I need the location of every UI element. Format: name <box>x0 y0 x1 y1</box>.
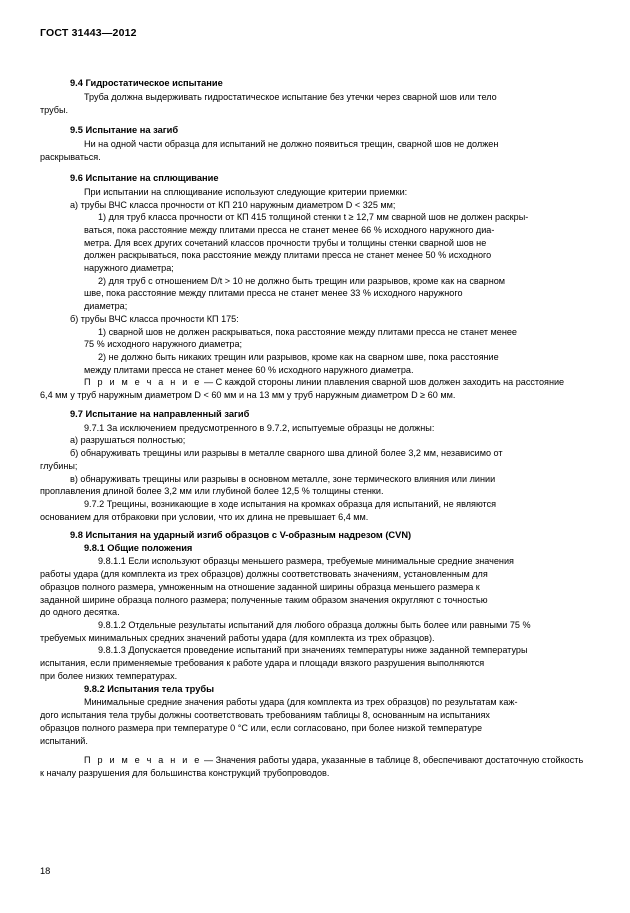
paragraph: а) трубы ВЧС класса прочности от КП 210 наружным диаметром D < 325 мм; <box>70 199 396 210</box>
paragraph: основанием для отбраковки при условии, что их длина не превышает 6,4 мм. <box>40 511 369 522</box>
paragraph: 9.7.1 За исключением предусмотренного в 9.7.2, испытуемые образцы не должны: <box>84 422 435 433</box>
paragraph: заданной ширине образца полного размера; полученные таким образом значения округляют с точностью <box>40 594 488 605</box>
paragraph: образцов полного размера, умноженным на отношение заданной ширины образца меньшего размера к <box>40 581 480 592</box>
paragraph: Минимальные средние значения работы удара (для комплекта из трех образцов) по результатам каж- <box>84 697 518 708</box>
section-heading-9-4: 9.4 Гидростатическое испытание <box>70 78 223 88</box>
paragraph: испытания, если применяемые требования к работе удара и площади вязкого разрушения выполняются <box>40 658 485 669</box>
paragraph: шве, пока расстояние между плитами пресса не станет менее 33 % исходного наружного <box>84 288 463 299</box>
paragraph: 9.8.1.2 Отдельные результаты испытаний для любого образца должны быть более или равными 75 % <box>98 619 531 630</box>
note-continuation: к началу разрушения для большинства конструкций трубопроводов. <box>40 767 330 778</box>
paragraph: Труба должна выдерживать гидростатическое испытание без утечки через сварной шов или тело <box>84 92 497 102</box>
paragraph: диаметра; <box>84 301 128 312</box>
page-header: ГОСТ 31443—2012 <box>40 27 137 39</box>
paragraph: 75 % исходного наружного диаметра; <box>84 339 243 350</box>
paragraph: образцов полного размера при температуре 0 °С или, если согласовано, при более низкой температуре <box>40 722 483 733</box>
paragraph: 9.8.1.1 Если используют образцы меньшего размера, требуемые минимальные средние значения <box>98 556 514 567</box>
paragraph: работы удара (для комплекта из трех образцов) должны соответствовать значениям, установленным для <box>40 569 488 580</box>
paragraph: до одного десятка. <box>40 607 120 618</box>
paragraph: между плитами пресса не станет менее 60 % исходного наружного диаметра. <box>84 364 414 375</box>
note-continuation: 6,4 мм у труб наружным диаметром D < 60 мм и на 13 мм у труб наружным диаметром D ≥ 60 мм. <box>40 390 456 401</box>
paragraph: б) трубы ВЧС класса прочности КП 175: <box>70 313 239 324</box>
paragraph: трубы. <box>40 104 69 115</box>
section-heading-9-8: 9.8 Испытания на ударный изгиб образцов с V-образным надрезом (CVN) <box>70 530 412 541</box>
paragraph: при более низких температурах. <box>40 670 178 681</box>
paragraph: Ни на одной части образца для испытаний не должно появиться трещин, сварной шов не должен <box>84 139 499 150</box>
section-heading-9-6: 9.6 Испытание на сплющивание <box>70 172 219 183</box>
paragraph: должен раскрываться, пока расстояние между плитами пресса не станет менее 50 % исходного <box>84 250 492 261</box>
paragraph: глубины; <box>40 460 78 471</box>
note-9-8-2 <box>40 754 592 767</box>
paragraph: проплавления длиной более 3,2 мм или глубиной более 12,5 % толщины стенки. <box>40 486 384 497</box>
page-number: 18 <box>40 866 51 876</box>
paragraph: наружного диаметра; <box>84 263 174 274</box>
paragraph: 9.7.2 Трещины, возникающие в ходе испытания на кромках образца для испытаний, не являются <box>84 498 497 509</box>
paragraph: а) разрушаться полностью; <box>70 435 186 446</box>
note-label: П р и м е ч а н и е <box>84 755 202 766</box>
subsection-heading-9-8-1: 9.8.1 Общие положения <box>84 543 193 554</box>
paragraph: в) обнаруживать трещины или разрывы в основном металле, зоне термического влияния или линии <box>70 473 496 484</box>
note-text: — С каждой стороны линии плавления сварной шов должен заходить на расстояние <box>201 377 565 388</box>
note-text: — Значения работы удара, указанные в таблице 8, обеспечивают достаточную стойкость <box>201 755 584 766</box>
paragraph: метра. Для всех других сочетаний классов прочности трубы и толщины стенки сварной шов не <box>84 237 487 248</box>
paragraph: требуемых минимальных средних значений работы удара (для комплекта из трех образцов). <box>40 632 435 643</box>
paragraph: 1) для труб класса прочности от КП 415 толщиной стенки t ≥ 12,7 мм сварной шов не должен раскры- <box>98 212 529 223</box>
paragraph: 9.8.1.3 Допускается проведение испытаний при значениях температуры ниже заданной температуры <box>98 645 528 656</box>
paragraph: раскрываться. <box>40 152 101 163</box>
paragraph: 2) не должно быть никаких трещин или разрывов, кроме как на сварном шве, пока расстояние <box>98 351 499 362</box>
note-label: П р и м е ч а н и е <box>84 377 202 388</box>
paragraph: ваться, пока расстояние между плитами пресса не станет менее 66 % исходного наружного диа- <box>84 224 495 235</box>
section-heading-9-5: 9.5 Испытание на загиб <box>70 125 179 136</box>
paragraph: При испытании на сплющивание используют следующие критерии приемки: <box>84 186 408 197</box>
paragraph: дого испытания тела трубы должны соответствовать требованиям таблицы 8, основанным на испытаниях <box>40 710 490 721</box>
note-9-6 <box>40 376 592 389</box>
section-heading-9-7: 9.7 Испытание на направленный загиб <box>70 408 250 419</box>
paragraph: б) обнаруживать трещины или разрывы в металле сварного шва длиной более 3,2 мм, независимо от <box>70 448 503 459</box>
paragraph: 2) для труб с отношением D/t > 10 не должно быть трещин или разрывов, кроме как на сварном <box>98 275 506 286</box>
document-body <box>40 78 592 780</box>
paragraph: испытаний. <box>40 735 88 746</box>
paragraph: 1) сварной шов не должен раскрываться, пока расстояние между плитами пресса не станет менее <box>98 326 517 337</box>
subsection-heading-9-8-2: 9.8.2 Испытания тела трубы <box>84 684 215 695</box>
